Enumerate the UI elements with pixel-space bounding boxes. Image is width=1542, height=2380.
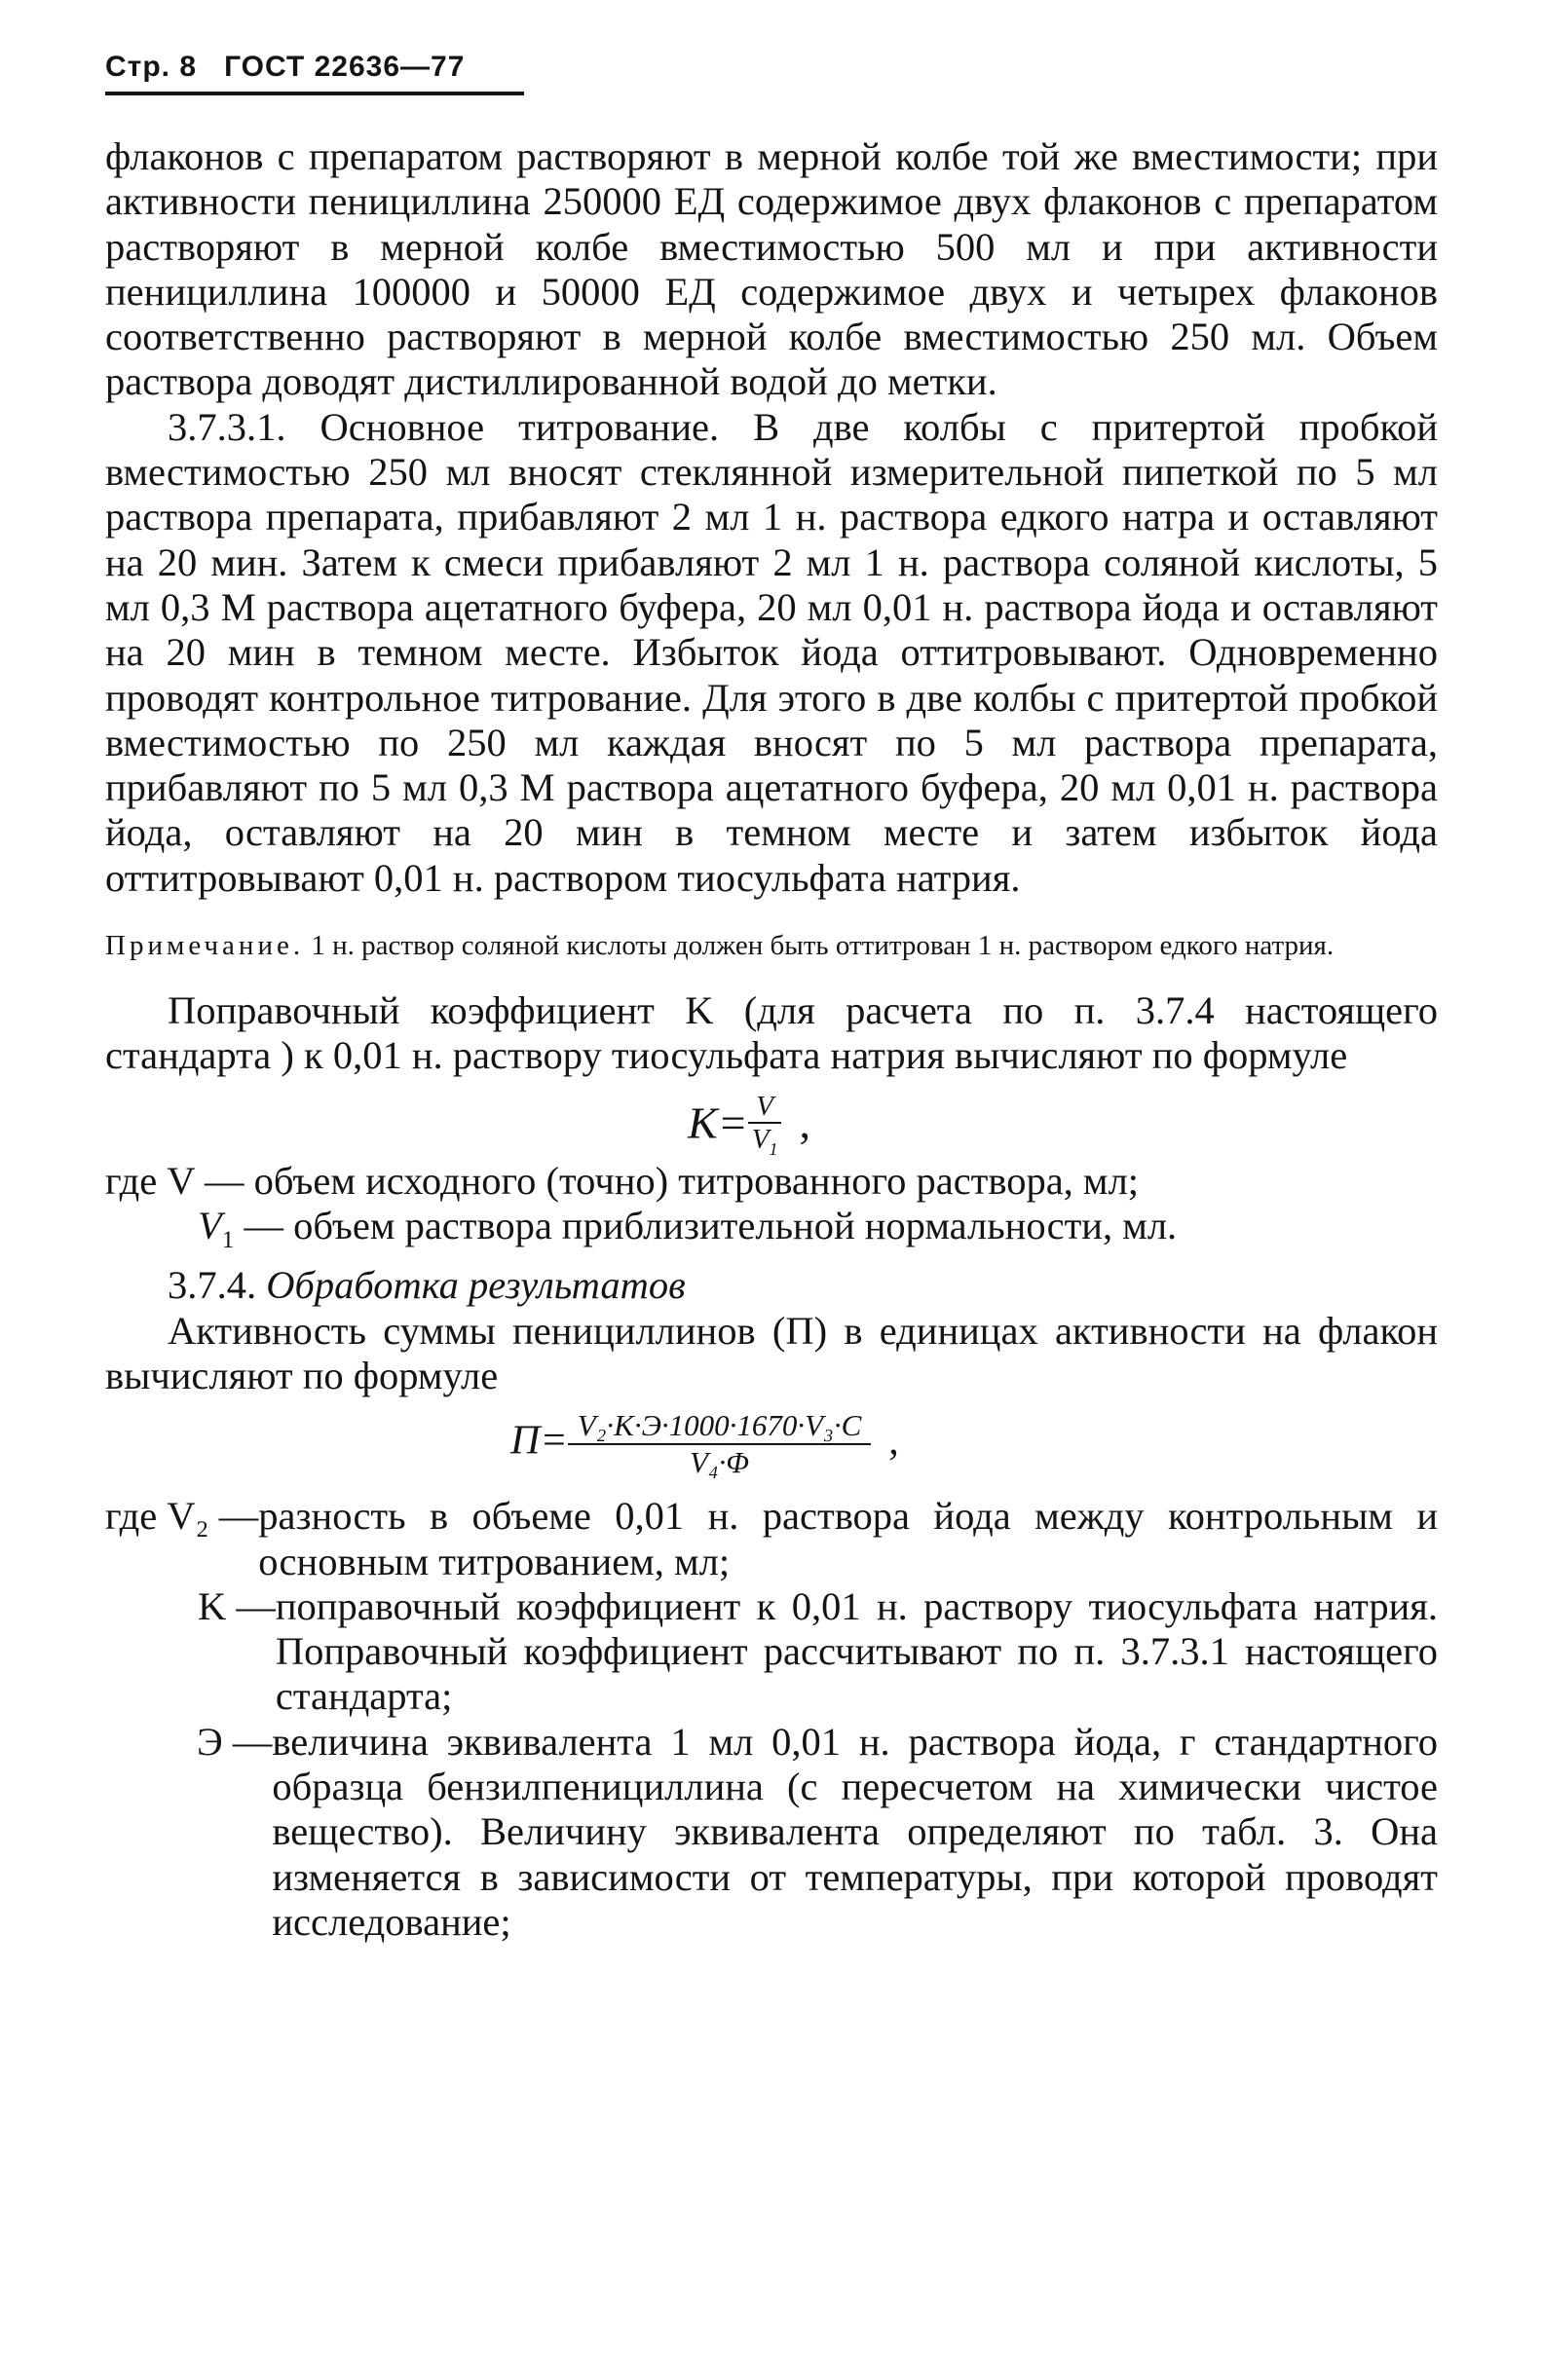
note-label: Примечание. (105, 930, 305, 962)
definitions-list (105, 1494, 1438, 1945)
formula-correction-factor (105, 1079, 1438, 1159)
definition-v2: где V₂ — разность в объеме 0,01 н. раствора йода между контрольным и основным титрованием, мл; (105, 1494, 1438, 1583)
document-body (105, 134, 1438, 1945)
page-number: Стр. 8 (105, 51, 198, 83)
paragraph-continuation: флаконов с препаратом растворяют в мерной колбе той же вместимости; при активности пенициллина 250000 ЕД содержимое двух флаконов с препаратом растворяют в мерной колбе вместимостью 500 мл и при активности пенициллина 100000 и 50000 ЕД содержимое двух и четырех флаконов соответственно растворяют в мерной колбе вместимостью 250 мл. Объем раствора доводят дистиллированной водой до метки. (105, 134, 1438, 404)
section-heading-3-7-4: 3.7.4. Обработка результатов (168, 1263, 686, 1308)
definition-e: Э — величина эквивалента 1 мл 0,01 н. раствора йода, г стандартного образца бензилпенициллина (с пересчетом на химически чистое вещество). Величину эквивалента определяют по табл. 3. Она изменяется в зависимости от температуры, при которой проводят исследование; (197, 1719, 1438, 1944)
formula-fraction (568, 1408, 872, 1480)
where-v-line: где V — объем исходного (точно) титрованного раствора, мл; (105, 1158, 1140, 1203)
formula-numerator: V₂·K·Э·1000·1670·V₃·C (568, 1408, 872, 1445)
formula-denominator: V₄·Φ (689, 1445, 750, 1480)
paragraph-correction-factor: Поправочный коэффициент K (для расчета по п. 3.7.4 настоящего стандарта ) к 0,01 н. раствору тиосульфата натрия вычисляют по формуле (105, 988, 1438, 1078)
standard-number: ГОСТ 22636—77 (224, 51, 466, 83)
formula-comma: , (888, 1418, 899, 1464)
paragraph-3-7-3-1: 3.7.3.1. Основное титрование. В две колбы с притертой пробкой вместимостью 250 мл вносят стеклянной измерительной пипеткой по 5 мл раствора препарата, прибавляют 2 мл 1 н. раствора едкого натра и оставляют на 20 мин. Затем к смеси прибавляют 2 мл 1 н. раствора соляной кислоты, 5 мл 0,3 М раствора ацетатного буфера, 20 мл 0,01 н. раствора йода и оставляют на 20 мин в темном месте. Избыток йода оттитровывают. Одновременно проводят контрольное титрование. Для этого в две колбы с притертой пробкой вместимостью по 250 мл каждая вносят по 5 мл раствора препарата, прибавляют по 5 мл 0,3 М раствора ацетатного буфера, 20 мл 0,01 н. раствора йода, оставляют на 20 мин в темном месте и затем избыток йода оттитровывают 0,01 н. раствором тиосульфата натрия. (105, 404, 1438, 900)
formula-denominator: $V_1$ (751, 1123, 778, 1159)
note (105, 928, 1438, 963)
definition-k: K — поправочный коэффициент к 0,01 н. раствору тиосульфата натрия. Поправочный коэффициент рассчитывают по п. 3.7.3.1 настоящего стандарта; (198, 1583, 1438, 1719)
where-v1-line: $V_1$ — объем раствора приблизительной нормальности, мл. (198, 1203, 1178, 1254)
formula-activity (105, 1398, 1438, 1494)
paragraph-activity: Активность суммы пенициллинов (П) в единицах активности на флакон вычисляют по формуле (105, 1308, 1438, 1397)
formula-lhs: K= (688, 1097, 748, 1148)
formula-fraction (748, 1091, 782, 1165)
page-header (105, 51, 524, 95)
note-text: 1 н. раствор соляной кислоты должен быть оттитрован 1 н. раствором едкого натрия. (304, 930, 1335, 962)
formula-numerator: V (748, 1091, 782, 1124)
formula-lhs: П= (510, 1418, 568, 1464)
formula-comma: , (799, 1097, 810, 1148)
header-rule (105, 92, 524, 95)
